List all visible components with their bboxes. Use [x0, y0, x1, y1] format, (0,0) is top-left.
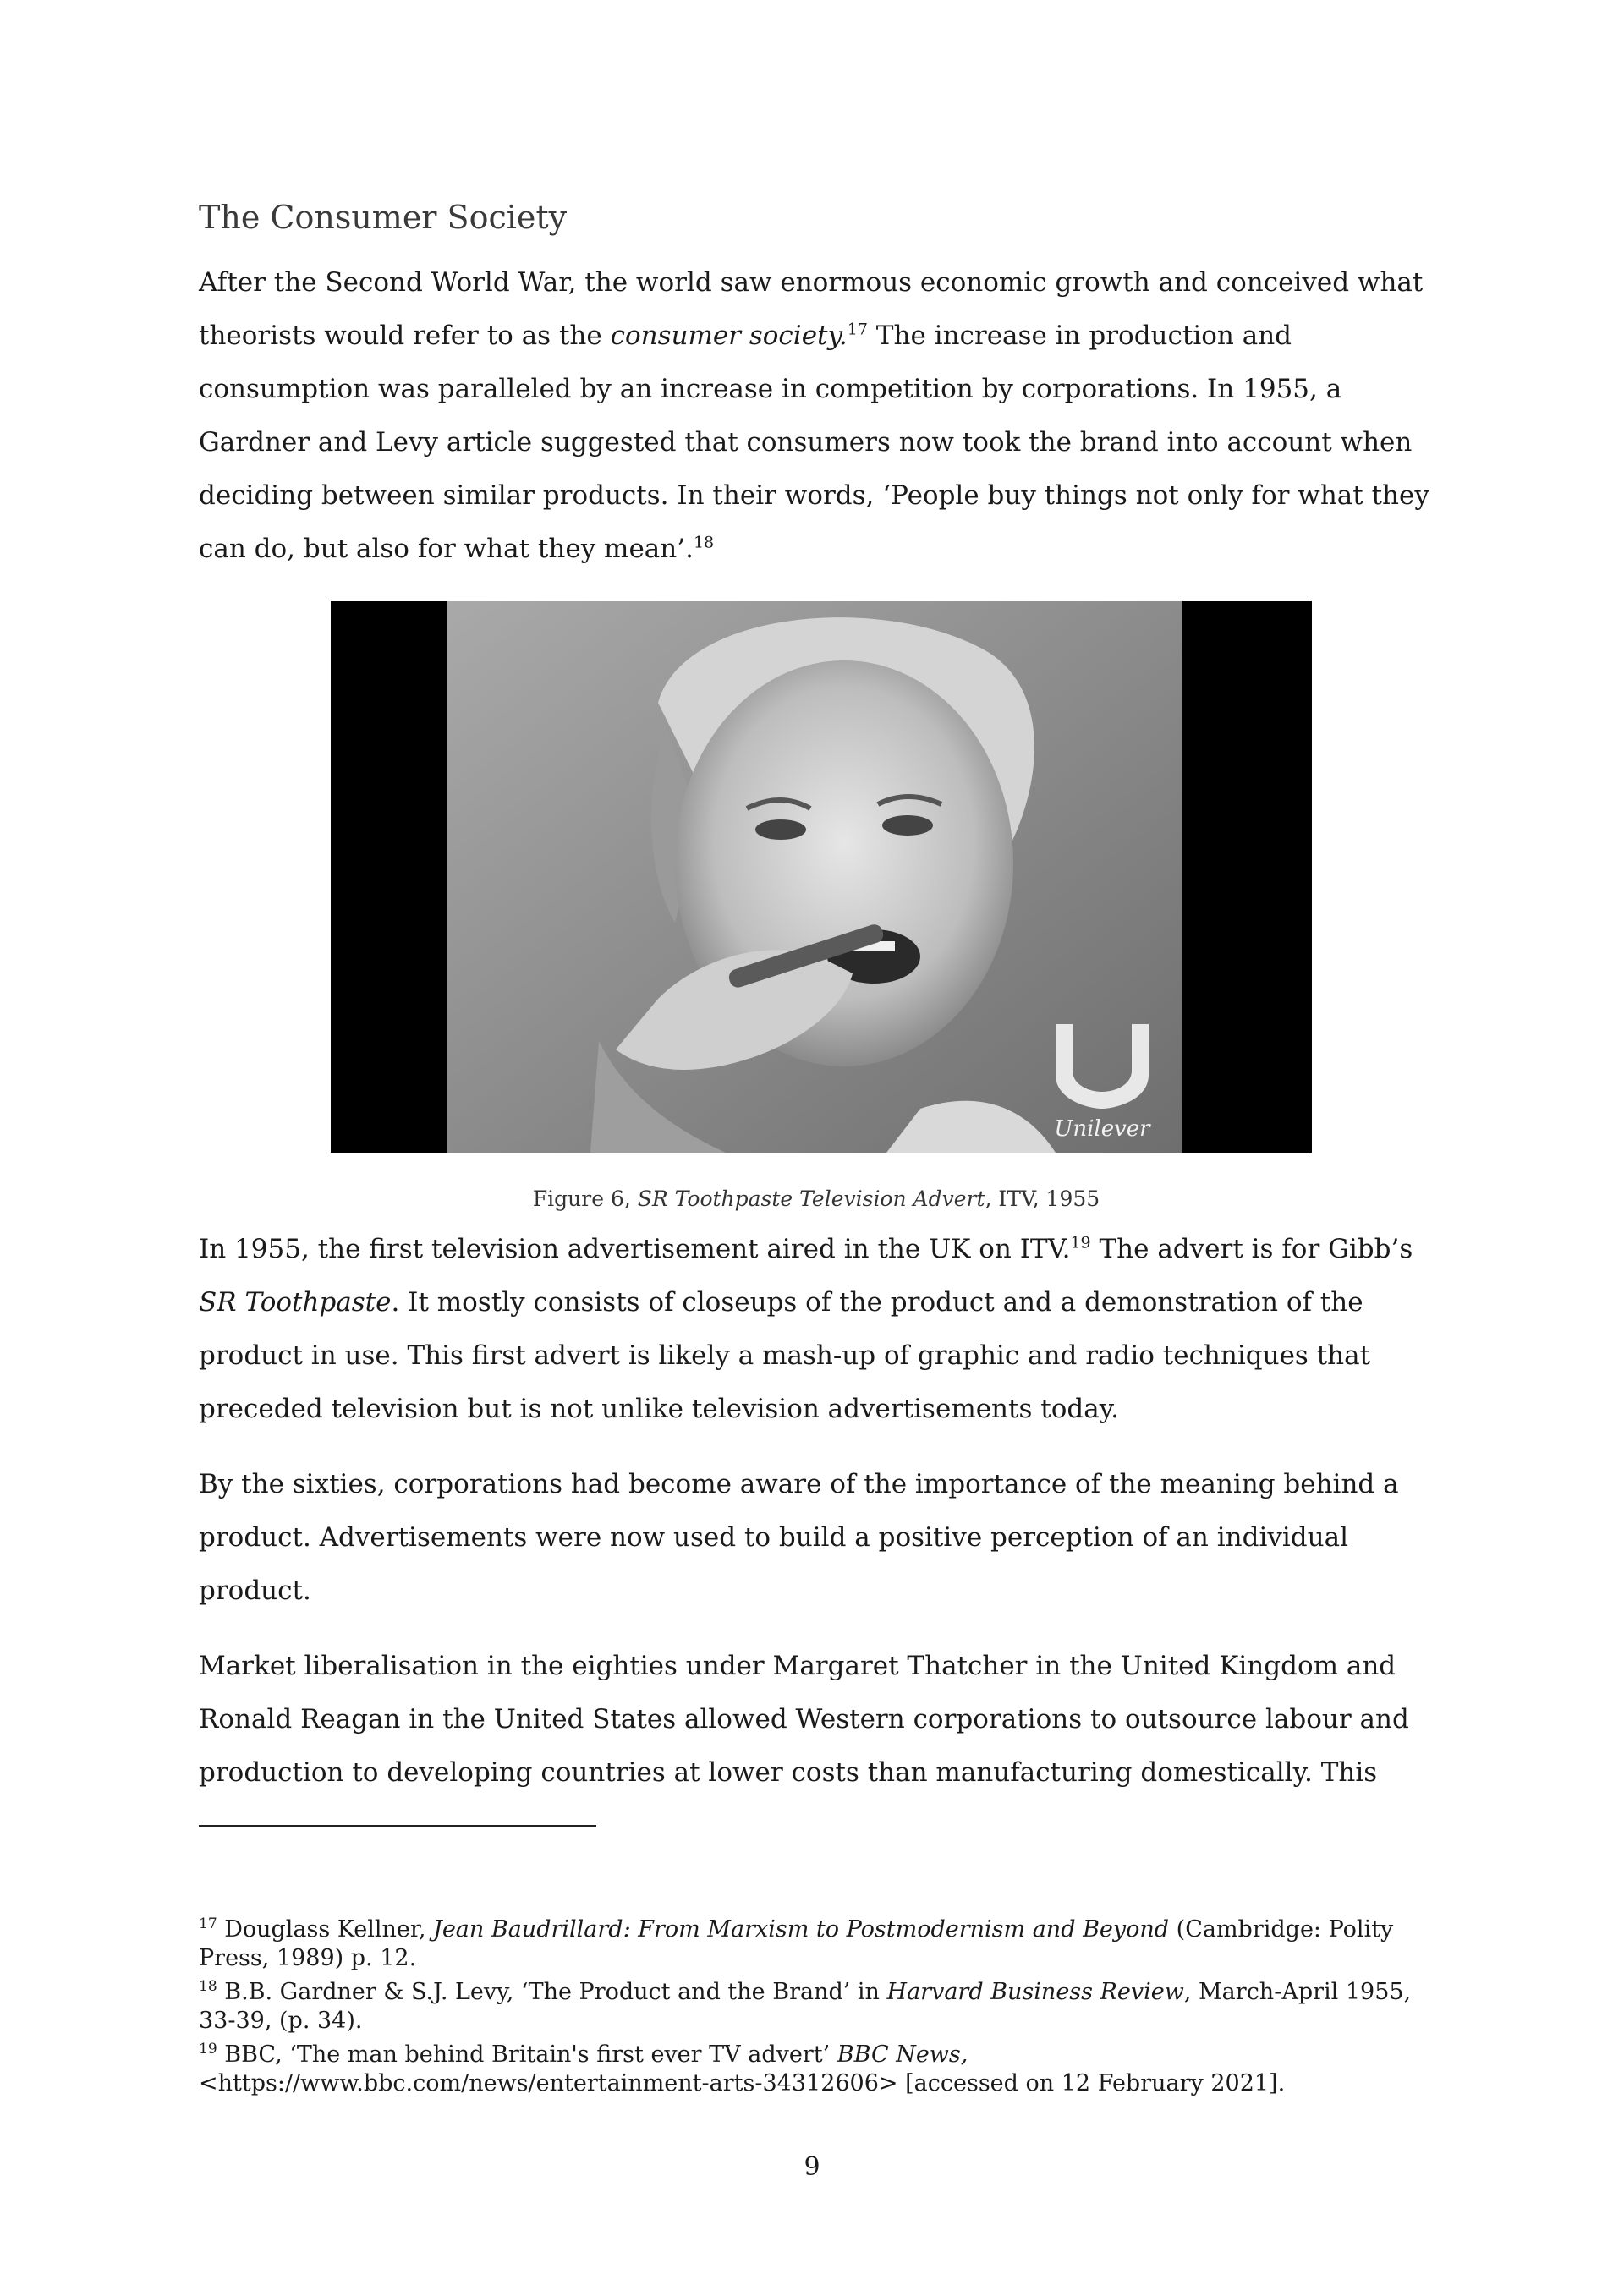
photo-illustration [447, 601, 1182, 1153]
logo-wordmark: Unilever [1054, 1115, 1150, 1142]
page-number: 9 [804, 2152, 820, 2182]
emphasis-text: SR Toothpaste Television Advert [637, 1186, 985, 1211]
emphasis-text: BBC News, [837, 2041, 968, 2068]
emphasis-text: consumer society. [610, 320, 848, 351]
text: In 1955, the first television advertisement aired in the UK on ITV. [199, 1233, 1071, 1264]
text: BBC, ‘The man behind Britain's first ever TV advert’ [217, 2041, 837, 2068]
text: Douglass Kellner, [217, 1916, 433, 1943]
footnote-17 [199, 1915, 1434, 1973]
paragraph-consumer-society [199, 256, 1434, 576]
main-content [199, 199, 1434, 1822]
text: (Cambridge: Polity Press, 1989) p. 12. [199, 1916, 1394, 1971]
text: B.B. Gardner & S.J. Levy, ‘The Product and the Brand’ in [217, 1979, 887, 2005]
emphasis-text: Harvard Business Review [886, 1979, 1184, 2005]
footnote-number: 17 [199, 1915, 217, 1932]
paragraph-first-advert [199, 1223, 1434, 1436]
emphasis-text: Jean Baudrillard: From Marxism to Postmodernism and Beyond [433, 1916, 1170, 1943]
paragraph-eighties: Market liberalisation in the eighties under Margaret Thatcher in the United Kingdom and Ronald Reagan in the United States allowed Western corporations to outsource labour and production to developing countries at lower costs than manufacturing domestically. This [199, 1650, 1409, 1788]
footnote-19 [199, 2041, 1434, 2098]
section-title: The Consumer Society [199, 199, 568, 236]
text: Figure 6, [532, 1186, 638, 1211]
text: , ITV, 1955 [985, 1186, 1100, 1211]
text: The advert is for Gibb’s [1090, 1233, 1413, 1264]
text: , March-April 1955, 33-39, (p. 34). [199, 1979, 1412, 2034]
footnote-ref-17[interactable]: 17 [847, 320, 868, 339]
figure-caption [199, 1186, 1434, 1211]
figure-6-image [331, 601, 1312, 1153]
text: <https://www.bbc.com/news/entertainment-arts-34312606> [accessed on 12 February 2021]. [199, 2070, 1286, 2096]
footnote-number: 18 [199, 1978, 217, 1995]
text: After the Second World War, the world saw enormous economic growth and conceived what theorists would refer to as the [199, 266, 1424, 351]
text: The increase in production and consumption was paralleled by an increase in competition by corporations. In 1955, a Gardner and Levy article suggested that consumers now took the brand into account when deciding between similar products. In their words, ‘People buy things not only for what they can do, but also for what they mean’. [199, 320, 1429, 564]
footnote-number: 19 [199, 2041, 217, 2058]
footnotes [199, 1915, 1434, 2103]
footnote-ref-19[interactable]: 19 [1070, 1233, 1091, 1252]
emphasis-text: SR Toothpaste [199, 1286, 392, 1318]
text: . It mostly consists of closeups of the product and a demonstration of the product in use. This first advert is likely a mash-up of graphic and radio techniques that preceded television but is not unlike television advertisements today. [199, 1286, 1371, 1424]
paragraph-sixties: By the sixties, corporations had become aware of the importance of the meaning behind a product. Advertisements were now used to build a positive perception of an individual product. [199, 1468, 1399, 1606]
footnote-18 [199, 1978, 1434, 2036]
advert-still-photo [447, 601, 1182, 1153]
footnote-divider [199, 1825, 596, 1827]
footnote-ref-18[interactable]: 18 [693, 533, 715, 552]
